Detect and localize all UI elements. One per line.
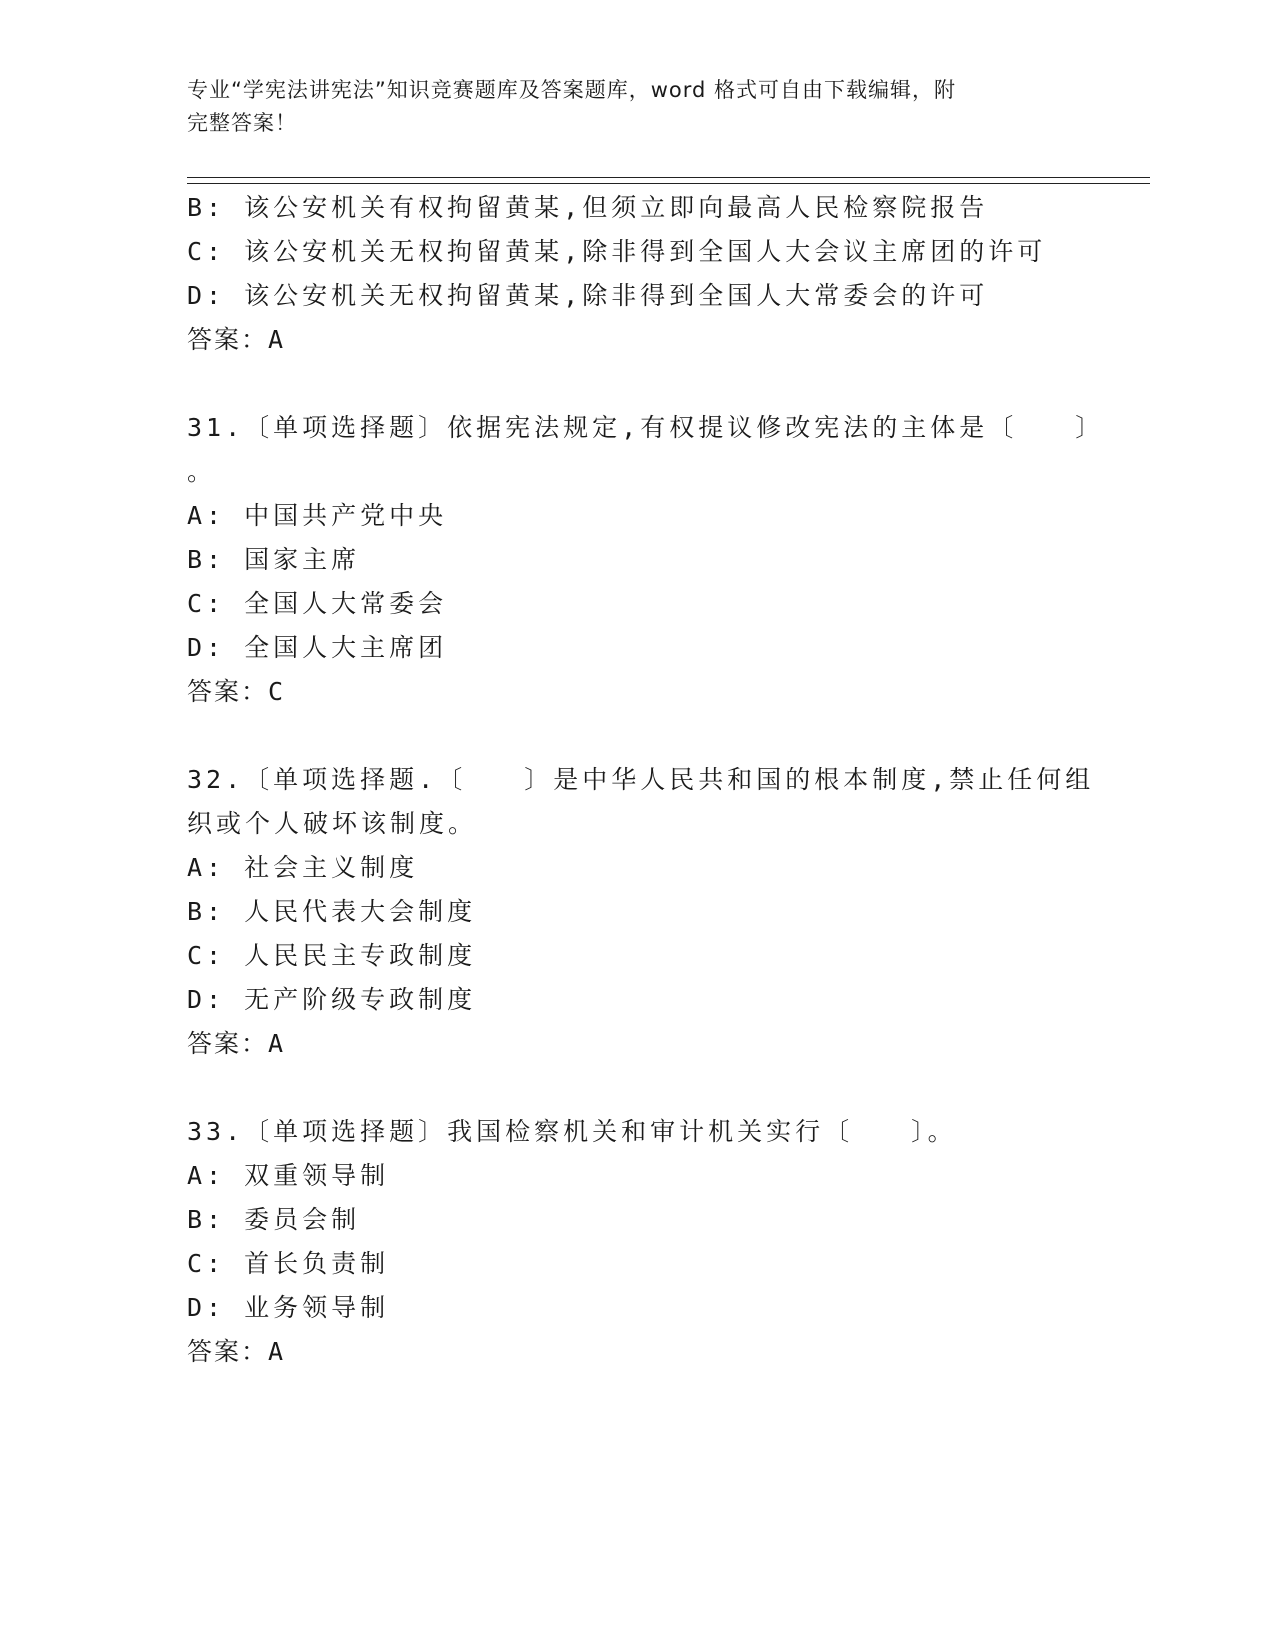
q33-stem-line-1: 33.〔单项选择题〕我国检察机关和审计机关实行〔 〕。 [187, 1117, 957, 1146]
q30-option-b: B: 该公安机关有权拘留黄某,但须立即向最高人民检察院报告 [187, 193, 989, 222]
q32-option-b: B: 人民代表大会制度 [187, 897, 477, 926]
q32-stem-line-2: 织或个人破坏该制度。 [187, 809, 478, 838]
q32-option-d: D: 无产阶级专政制度 [187, 985, 477, 1014]
header-line-2: 完整答案！ [187, 111, 297, 135]
answer-label: 答案： [187, 325, 269, 354]
answer-label: 答案： [187, 1029, 269, 1058]
answer-value: A [268, 1337, 286, 1366]
answer-label: 答案： [187, 677, 269, 706]
document-header [187, 74, 1067, 140]
q33-option-c: C: 首长负责制 [187, 1249, 390, 1278]
q32-stem-line-1: 32.〔单项选择题.〔 〕是中华人民共和国的根本制度,禁止任何组 [187, 765, 1095, 794]
q30-answer [187, 320, 285, 356]
header-line-1: 专业“学宪法讲宪法”知识竞赛题库及答案题库，word 格式可自由下载编辑，附 [187, 78, 957, 102]
q33-option-b: B: 委员会制 [187, 1205, 361, 1234]
q31-option-c: C: 全国人大常委会 [187, 589, 448, 618]
q33-option-a: A: 双重领导制 [187, 1161, 390, 1190]
header-divider-top [187, 177, 1150, 178]
q30-option-c: C: 该公安机关无权拘留黄某,除非得到全国人大会议主席团的许可 [187, 237, 1047, 266]
answer-value: A [268, 1029, 286, 1058]
q31-option-a: A: 中国共产党中央 [187, 501, 448, 530]
q30-option-d: D: 该公安机关无权拘留黄某,除非得到全国人大常委会的许可 [187, 281, 989, 310]
q32-option-c: C: 人民民主专政制度 [187, 941, 477, 970]
header-divider-bottom [187, 183, 1150, 184]
answer-label: 答案： [187, 1337, 269, 1366]
q31-option-d: D: 全国人大主席团 [187, 633, 448, 662]
answer-value: A [268, 325, 286, 354]
q32-option-a: A: 社会主义制度 [187, 853, 419, 882]
q31-stem-line-1: 31.〔单项选择题〕依据宪法规定,有权提议修改宪法的主体是〔 〕 [187, 413, 1105, 442]
q33-option-d: D: 业务领导制 [187, 1293, 390, 1322]
q32-answer [187, 1024, 285, 1060]
answer-value: C [268, 677, 286, 706]
q31-option-b: B: 国家主席 [187, 545, 361, 574]
q31-stem-line-2: 。 [187, 457, 217, 486]
q31-answer [187, 672, 285, 708]
q33-answer [187, 1332, 285, 1368]
